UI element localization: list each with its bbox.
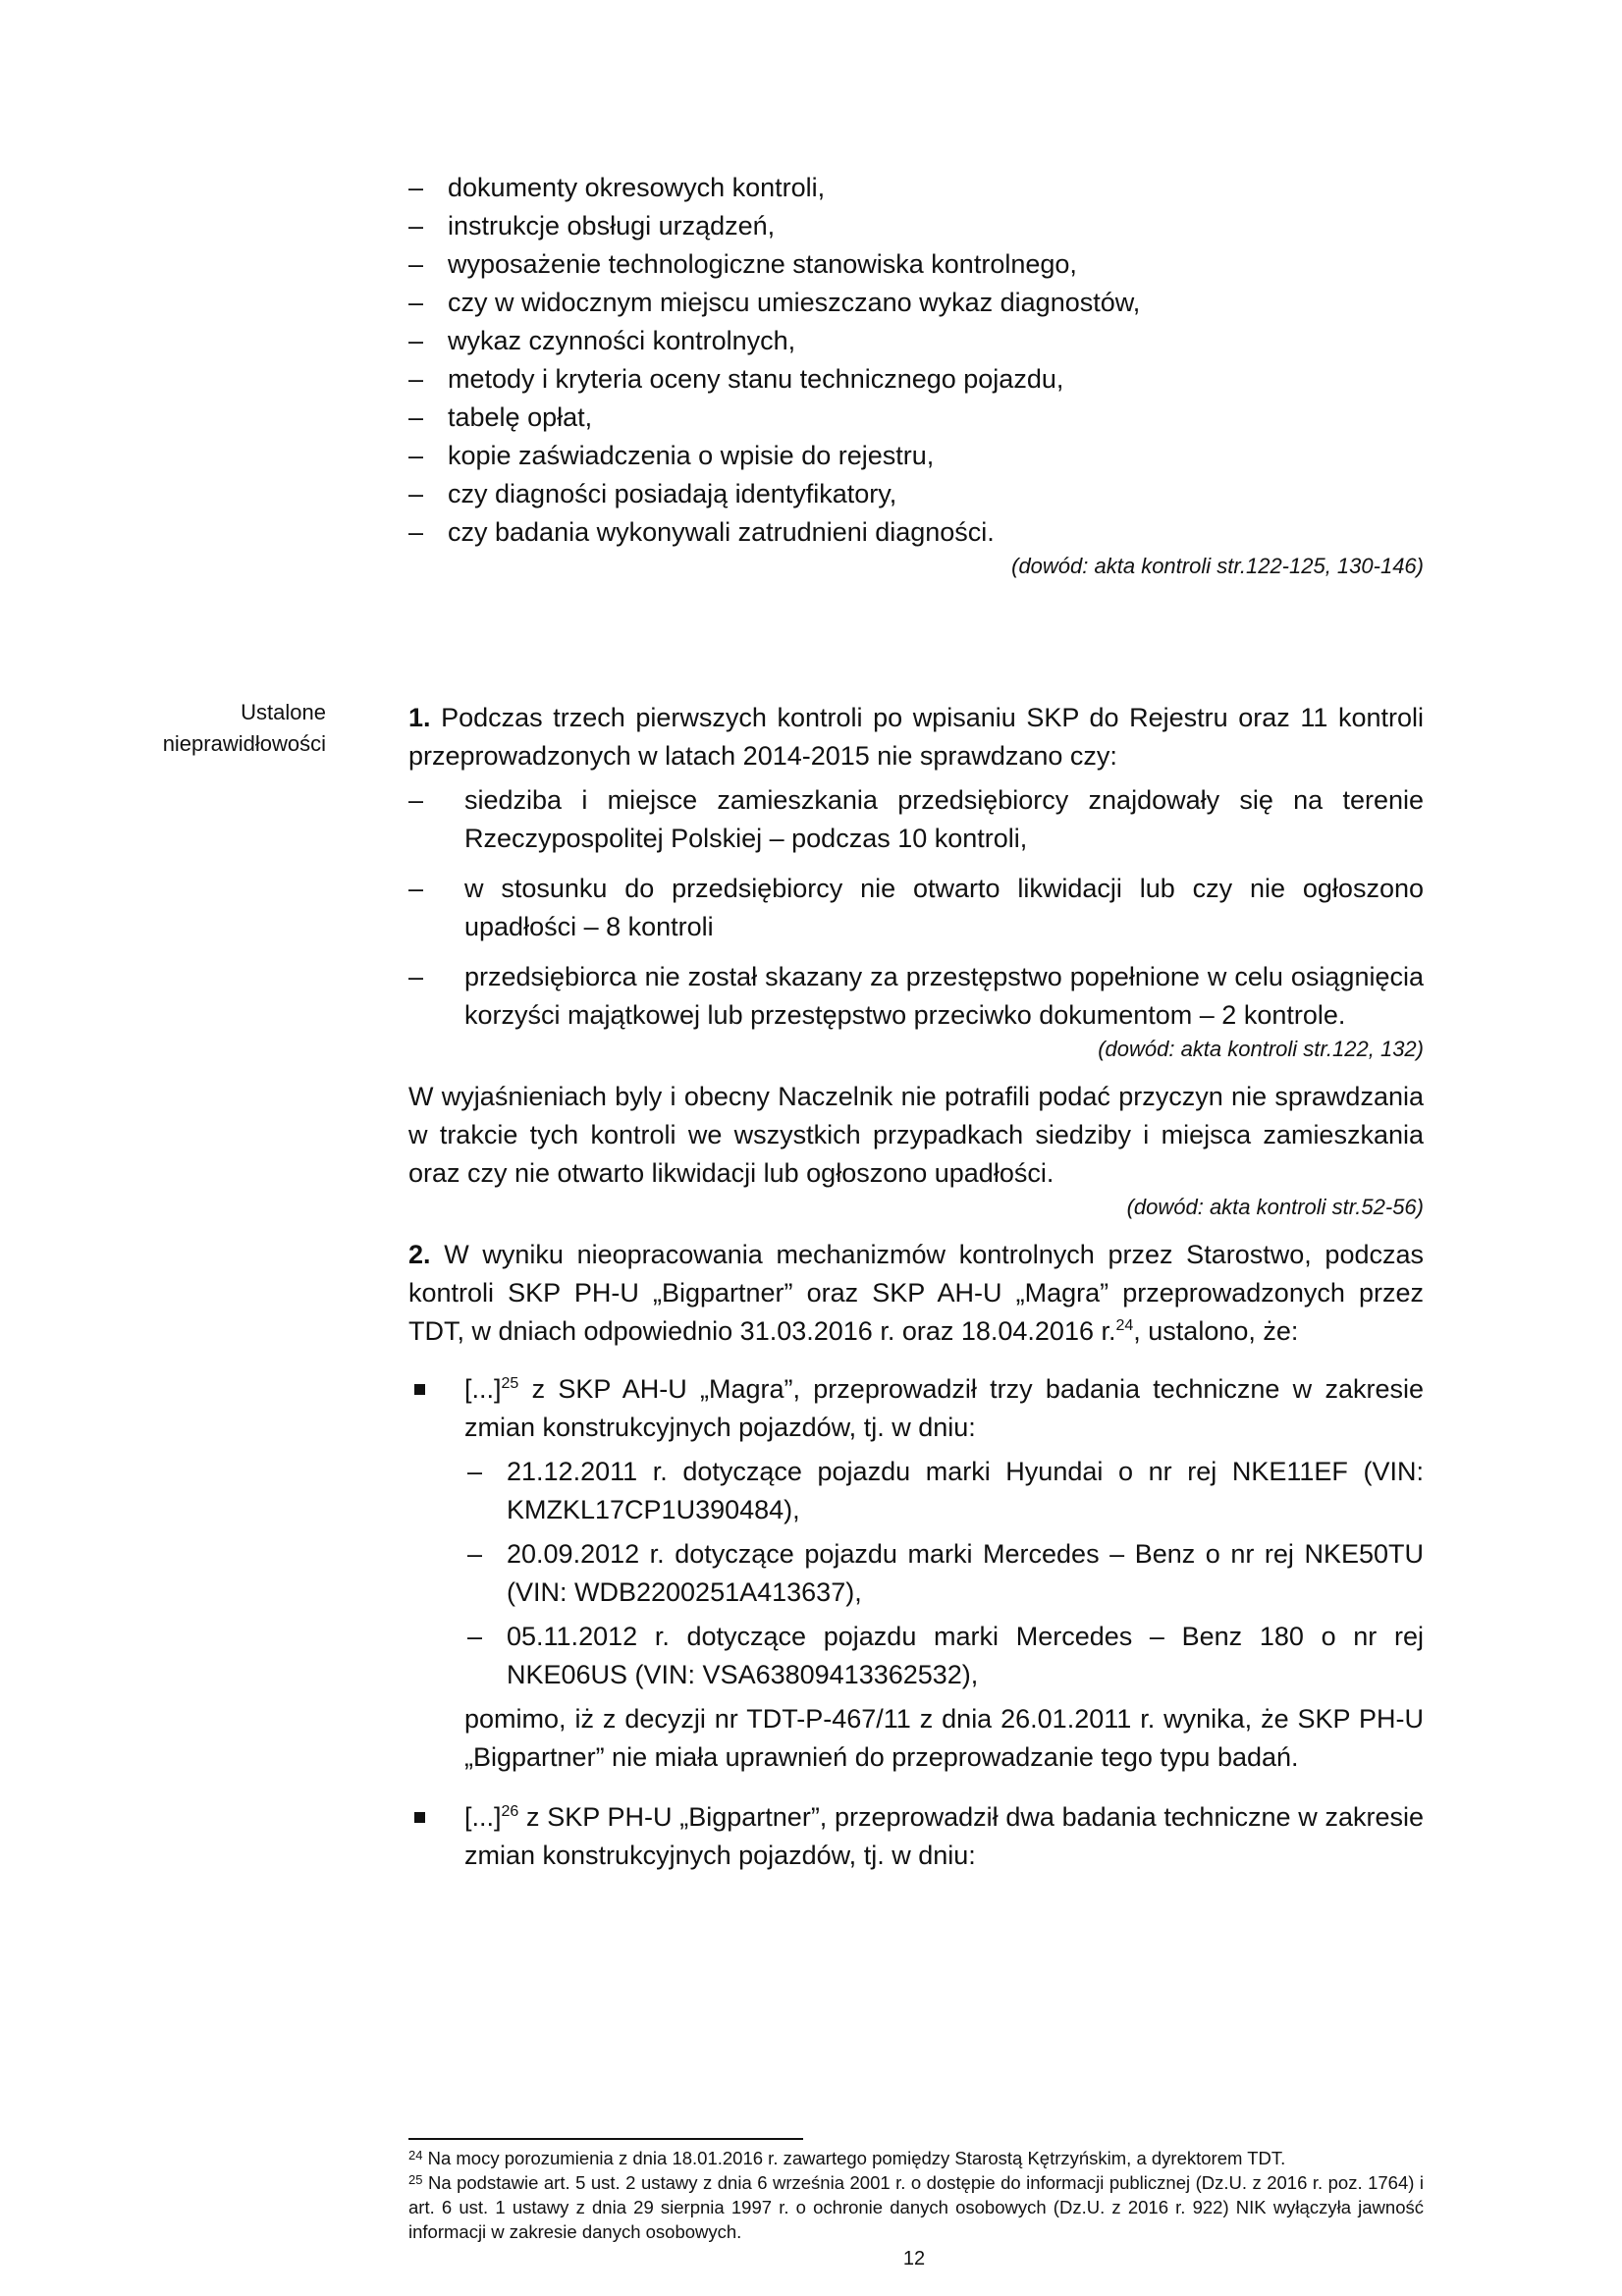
footnote-ref[interactable]: 25 [501,1375,519,1392]
evidence-note: (dowód: akta kontroli str.122, 132) [1098,1037,1424,1061]
footnote-ref[interactable]: 24 [1115,1317,1134,1334]
bullet-closing: pomimo, iż z decyzji nr TDT-P-467/11 z dnia 26.01.2011 r. wynika, że SKP PH-U „Bigpartner” nie miała uprawnień do przeprowadzanie tego typu badań. [464,1704,1424,1772]
list-item: – instrukcje obsługi urządzeń, [408,211,776,240]
evidence-note: (dowód: akta kontroli str.122-125, 130-146) [1011,554,1424,578]
list-item: – siedziba i miejsce zamieszkania przedsiębiorcy znajdowały się na terenie Rzeczypospolitej Polskiej – podczas 10 kontroli, [408,785,1424,853]
page-number: 12 [902,2248,926,2269]
list-item: – 21.12.2011 r. dotyczące pojazdu marki Hyundai o nr rej NKE11EF (VIN: KMZKL17CP1U390484), [467,1457,1424,1524]
list-item: – czy diagności posiadają identyfikatory, [408,479,897,508]
list-item: – kopie zaświadczenia o wpisie do rejestru, [408,441,935,470]
list-item: – 05.11.2012 r. dotyczące pojazdu marki Mercedes – Benz 180 o nr rej NKE06US (VIN: VSA63809413362532), [467,1622,1424,1689]
footnote-separator [408,2138,803,2140]
findings-section [408,699,1424,1875]
list-item: – czy w widocznym miejscu umieszczano wykaz diagnostów, [408,288,1141,317]
list-item: – wyposażenie technologiczne stanowiska kontrolnego, [408,249,1077,279]
side-label: Ustalone nieprawidłowości [162,700,326,756]
explanation-paragraph: W wyjaśnieniach byly i obecny Naczelnik nie potrafili podać przyczyn nie sprawdzania w trakcie tych kontroli we wszystkich przypadkach siedziby i miejsca zamieszkania oraz czy nie otwarto likwidacji lub ogłoszono upadłości. [408,1082,1424,1188]
list-item: – 20.09.2012 r. dotyczące pojazdu marki Mercedes – Benz o nr rej NKE50TU (VIN: WDB2200251A413637), [467,1539,1424,1607]
point-1-list [408,781,1424,1035]
footnote-ref[interactable]: 26 [501,1803,519,1820]
footnote: $^{24}$ Na mocy porozumienia z dnia 18.01.2016 r. zawartego pomiędzy Starostą Kętrzyńskim, a dyrektorem TDT. [408,2148,1286,2168]
list-item: – metody i kryteria oceny stanu technicznego pojazdu, [408,364,1064,394]
list-item: – przedsiębiorca nie został skazany za przestępstwo popełnione w celu osiągnięcia korzyści majątkowej lub przestępstwo przeciwko dokumentom – 2 kontrole. [408,962,1424,1030]
point-2: 2. W wyniku nieopracowania mechanizmów kontrolnych przez Starostwo, podczas kontroli SKP PH-U „Bigpartner” oraz SKP AH-U „Magra” przeprowadzonych przez TDT, w dniach odpowiednio 31.03.2016 r. oraz 18.04.2016 r.$^{24}$, ustalono, że: [408,1240,1424,1346]
bullet-sublist [464,1453,1424,1694]
list-item: – czy badania wykonywali zatrudnieni diagności. [408,517,995,547]
list-item: – w stosunku do przedsiębiorcy nie otwarto likwidacji lub czy nie ogłoszono upadłości – 8 kontroli [408,874,1424,941]
list-item: – dokumenty okresowych kontroli, [408,173,826,202]
bullet-item: [...]$^{25}$ z SKP AH-U „Magra”, przeprowadził trzy badania techniczne w zakresie zmian konstrukcyjnych pojazdów, tj. w dniu: – 21.12.2011 r. dotyczące pojazdu marki Hyundai o nr rej NKE11EF (VIN: KMZKL17CP1U390484), – 20.09.2012 r. dotyczące pojazdu marki Mercedes – Benz o nr rej NKE50TU (VIN: WDB2200251A413637), – 05.11.2012 r. dotyczące pojazdu marki Mercedes – Benz 180 o nr rej NKE06US (VIN: VSA63809413362532), pomimo, iż z decyzji nr TDT-P-467/11 z dnia 26.01.2011 r. wynika, że SKP PH-U „Bigpartner” nie miała uprawnień do przeprowadzanie tego typu badań. [408,1370,1424,1777]
bullet-marker [414,1812,425,1823]
list-item: – tabelę opłat, [408,402,593,432]
footnotes [408,2146,1424,2244]
bullet-marker [414,1384,425,1395]
footnote: $^{25}$ Na podstawie art. 5 ust. 2 ustawy z dnia 6 września 2001 r. o dostępie do informacji publicznej (Dz.U. z 2016 r. poz. 1764) i art. 6 ust. 1 ustawy z dnia 29 sierpnia 1997 r. o ochronie danych osobowych (Dz.U. z 2016 r. 922) NIK wyłączyła jawność informacji w zakresie danych osobowych. [408,2172,1424,2242]
list-item: – wykaz czynności kontrolnych, [408,326,796,355]
intro-list [408,169,1424,581]
bullet-item: [...]$^{26}$ z SKP PH-U „Bigpartner”, przeprowadził dwa badania techniczne w zakresie zmian konstrukcyjnych pojazdów, tj. w dniu: [408,1798,1424,1875]
point-1: 1. Podczas trzech pierwszych kontroli po wpisaniu SKP do Rejestru oraz 11 kontroli przeprowadzonych w latach 2014-2015 nie sprawdzano czy: [408,703,1424,771]
evidence-note: (dowód: akta kontroli str.52-56) [1126,1195,1424,1219]
